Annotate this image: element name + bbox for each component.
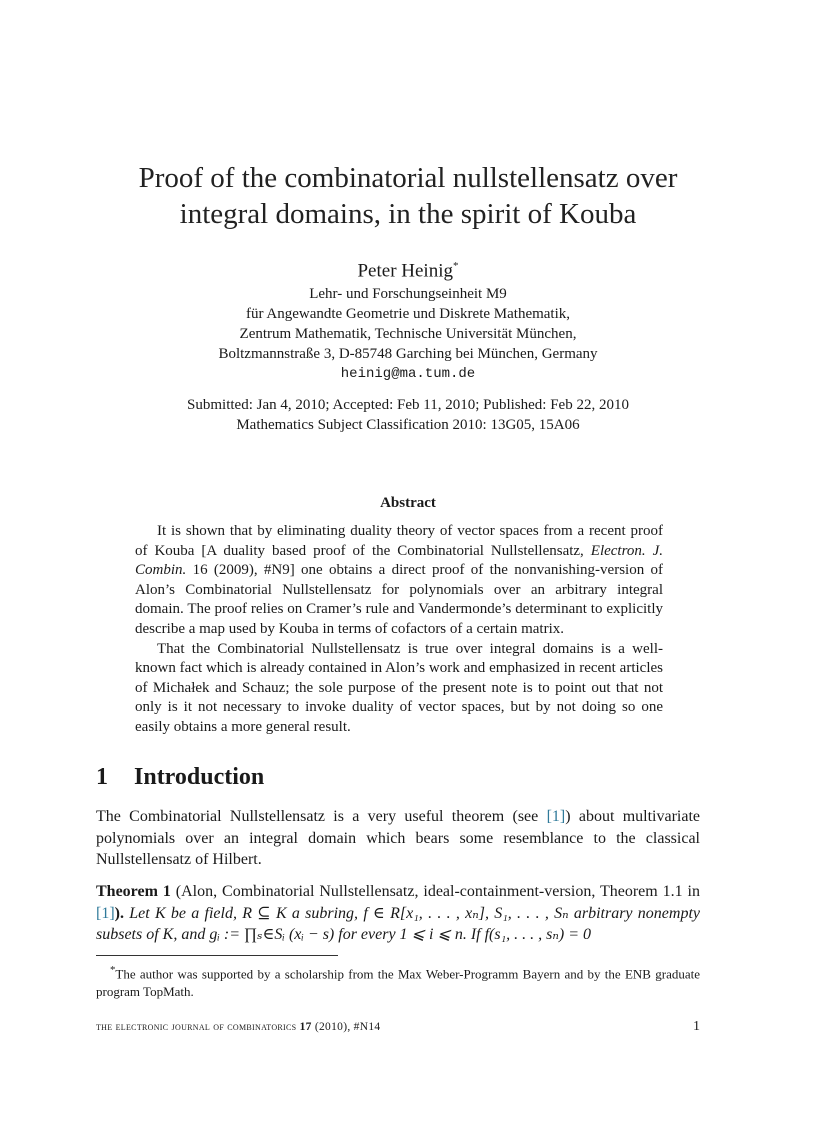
footnote (96, 961, 700, 1001)
section-number: 1 (96, 764, 108, 790)
footer-issue: (2010), #N14 (311, 1021, 381, 1033)
paper-title (0, 160, 816, 232)
abstract-paragraph-1 (135, 522, 663, 640)
subject-classification: Mathematics Subject Classification 2010: 13G05, 15A06 (236, 417, 580, 433)
abstract-p1-text-a: It is shown that by eliminating duality theory of vector spaces from a recent proof of Kouba [A duality based proof of the Combinatorial Nullstellensatz, (135, 523, 663, 559)
affiliation-line-4: Boltzmannstraße 3, D-85748 Garching bei München, Germany (218, 346, 598, 362)
footnote-text: The author was supported by a scholarship from the Max Weber-Programm Bayern and by the ENB graduate program TopMath. (96, 966, 700, 1000)
author-email: heinig@ma.tum.de (340, 366, 476, 382)
affiliation (0, 284, 816, 384)
citation-link[interactable]: [1] (546, 808, 566, 825)
theorem-block (96, 881, 700, 946)
affiliation-line-2: für Angewandte Geometrie und Diskrete Mathematik, (245, 306, 571, 322)
theorem-citation-link[interactable]: [1] (96, 904, 115, 922)
page-footer (96, 1021, 700, 1033)
section-title: Introduction (134, 764, 265, 790)
footnote-mark: * (110, 964, 116, 976)
abstract-journal-name: Electron. J. Combin. (135, 542, 663, 579)
affiliation-line-3: Zentrum Mathematik, Technische Universität München, (239, 326, 577, 342)
abstract-p1-text-b: 16 (2009), #N9] one obtains a direct proof of the nonvanishing-version of Alon’s Combinatorial Nullstellensatz for polynomials over an arbitrary integral domain. The proof relies on Cramer’s rule and Vandermonde’s determinant to explicitly describe a map used by Kouba in terms of cofactors of a certain matrix. (135, 562, 663, 637)
title-line-2: integral domains, in the spirit of Kouba (179, 198, 637, 230)
author (0, 254, 816, 283)
theorem-note-a: (Alon, Combinatorial Nullstellensatz, ideal-containment-version, Theorem 1.1 in (170, 883, 700, 900)
title-line-1: Proof of the combinatorial nullstellensatz over (138, 162, 678, 194)
page-number: 1 (693, 1019, 700, 1034)
author-footnote-mark: * (453, 260, 459, 272)
intro-paragraph (96, 806, 700, 871)
submission-dates: Submitted: Jan 4, 2010; Accepted: Feb 11, 2010; Published: Feb 22, 2010 (187, 397, 629, 413)
affiliation-line-1: Lehr- und Forschungseinheit M9 (309, 286, 507, 302)
theorem-statement: Let K be a field, R ⊆ K a subring, f ∈ R[x₁, . . . , xₙ], S₁, . . . , Sₙ arbitrary nonempty subsets of K, and gᵢ := ∏ₛ∈Sᵢ (xᵢ − s) for every 1 ⩽ i ⩽ n. If f(s₁, . . . , sₙ) = 0 (96, 904, 700, 944)
abstract-paragraph-2: That the Combinatorial Nullstellensatz is true over integral domains is a well-known fact which is already contained in Alon’s work and emphasized in recent articles of Michałek and Schauz; the sole purpose of the present note is to point out that not only is it not necessary to invoke duality of vector spaces, but by not doing so one easily obtains a more general result. (135, 640, 663, 735)
author-name: Peter Heinig (357, 260, 453, 282)
intro-text-a: The Combinatorial Nullstellensatz is a very useful theorem (see (96, 808, 547, 825)
theorem-note-b: ). (114, 904, 124, 922)
footer-journal: the electronic journal of combinatorics (96, 1021, 297, 1033)
abstract-body (135, 522, 663, 738)
abstract-heading: Abstract (380, 495, 436, 511)
submission-info (0, 395, 816, 435)
section-heading (96, 764, 264, 791)
footer-volume: 17 (299, 1021, 312, 1033)
theorem-heading: Theorem 1 (96, 883, 171, 900)
footnote-rule (96, 955, 338, 956)
intro-text-b: ) about multivariate polynomials over an integral domain which bears some resemblance to the classical Nullstellensatz of Hilbert. (96, 808, 700, 869)
